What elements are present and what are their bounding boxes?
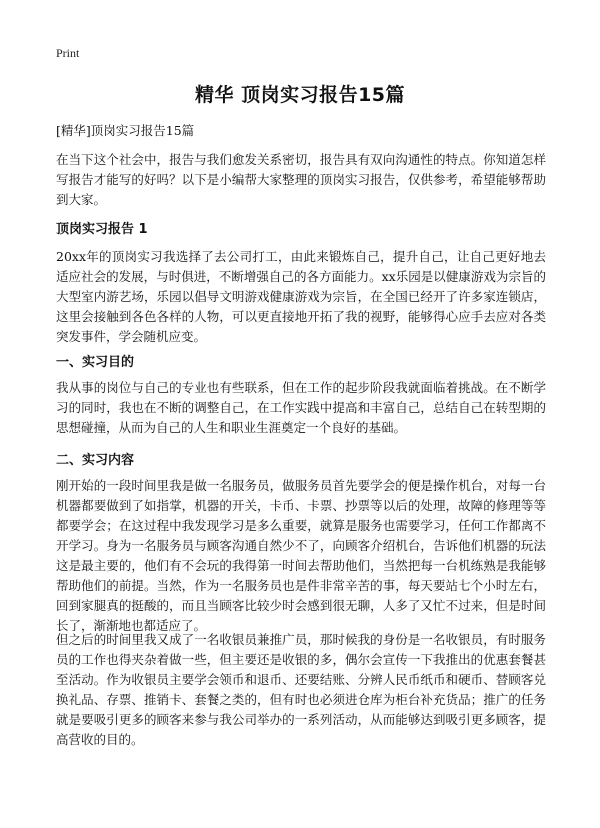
report-1-heading: 顶岗实习报告 1 — [56, 222, 148, 237]
document-subtitle: [精华]顶岗实习报告15篇 — [56, 123, 195, 138]
purpose-paragraph: 我从事的岗位与自己的专业也有些联系，但在工作的起步阶段我就面临着挑战。在不断学习的同时，我也在不断的调整自己，在工作实践中提高和丰富自己，总结自己在转型期的思想碰撞，从而为自己的人生和职业生涯奠定一个良好的基础。 — [56, 380, 546, 435]
content-paragraph-1: 刚开始的一段时间里我是做一名服务员，做服务员首先要学会的便是操作机台，对每一台机器都要做到了如指掌，机器的开关，卡币、卡票、抄票等以后的处理，故障的修理等等都要学会；在这过程中我发现学习是多么重要，就算是服务也需要学习，任何工作都离不开学习。身为一名服务员与顾客沟通自然少不了，向顾客介绍机台，告诉他们机器的玩法这是最主要的，他们有不会玩的我得第一时间去帮助他们，当然把每一台机练熟是我能够帮助他们的前提。当然，作为一名服务员也是件非常辛苦的事，每天要站七个小时左右，回到家腿真的挺酸的，而且当顾客比较少时会感到很无聊，人多了又忙不过来，但是时间长了，渐渐地也都适应了。 — [56, 478, 546, 633]
print-link[interactable]: Print — [56, 46, 80, 60]
content-heading: 二、实习内容 — [56, 453, 135, 468]
purpose-heading: 一、实习目的 — [56, 355, 135, 370]
content-paragraph-2: 但之后的时间里我又成了一名收银员兼推广员，那时候我的身份是一名收银员，有时服务员的工作也得夹杂着做一些，但主要还是收银的多，偶尔会宣传一下我推出的优惠套餐甚至活动。作为收银员主要学会领币和退币、还要结账、分辨人民币纸币和硬币、替顾客兑换礼品、存票、推销卡、套餐之类的，但有时也必须进仓库为柜台补充货品；推广的任务就是要吸引更多的顾客来参与我公司举办的一系列活动，从而能够达到吸引更多顾客，提高营收的目的。 — [56, 632, 546, 747]
report-1-paragraph: 20xx年的顶岗实习我选择了去公司打工，由此来锻炼自己，提升自己，让自己更好地去适应社会的发展，与时俱进，不断增强自己的各方面能力。xx乐园是以健康游戏为宗旨的大型室内游艺场，乐园以倡导文明游戏健康游戏为宗旨，在全国已经开了许多家连锁店，这里会接触到各色各样的人物，可以更直接地开拓了我的视野，能够得心应手去应对各类突发事件，学会随机应变。 — [56, 249, 546, 344]
page-title: 精华 顶岗实习报告15篇 — [194, 84, 406, 106]
intro-paragraph: 在当下这个社会中，报告与我们愈发关系密切，报告具有双向沟通性的特点。你知道怎样写报告才能写的好吗？以下是小编帮大家整理的顶岗实习报告，仅供参考，希望能够帮助到大家。 — [56, 152, 546, 207]
